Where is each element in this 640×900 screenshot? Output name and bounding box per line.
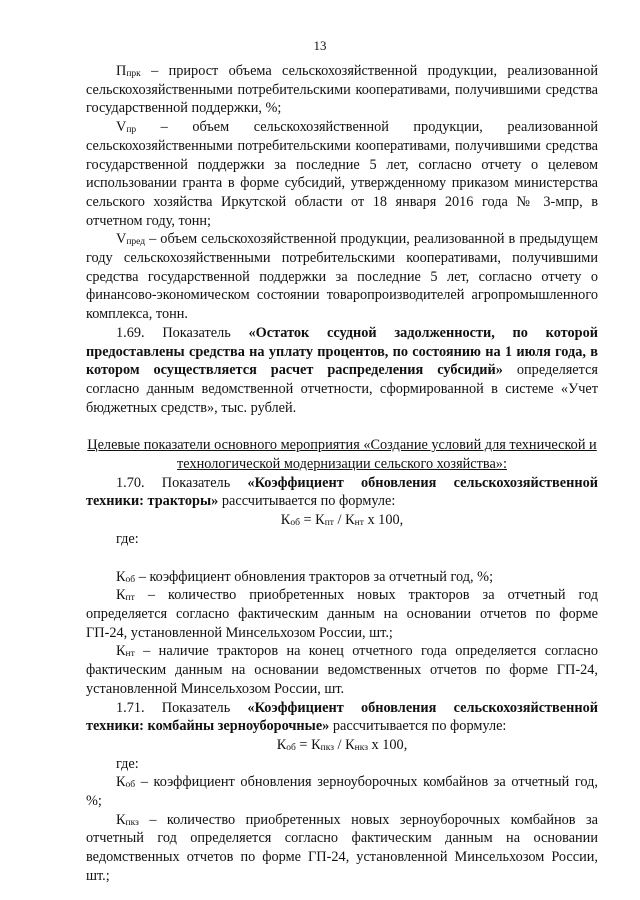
- indicator-name: «Коэффициент обновления сельскохозяйственной техники: тракторы»: [86, 474, 598, 510]
- paragraph-vpred-definition: [86, 230, 598, 324]
- symbol: К: [116, 774, 126, 791]
- paragraph-1-71: [86, 699, 598, 736]
- symbol-subscript: прк: [126, 69, 141, 79]
- symbol: К: [116, 643, 126, 660]
- paragraph-knt: [86, 642, 598, 698]
- formula-term: К: [276, 736, 287, 753]
- symbol-subscript: пт: [125, 593, 135, 604]
- symbol-subscript: пред: [126, 237, 146, 248]
- formula-operator: =: [299, 512, 316, 529]
- formula-term: К: [315, 512, 325, 529]
- formula-subscript: об: [286, 742, 296, 753]
- symbol-subscript: пр: [126, 125, 137, 136]
- formula-operator: /: [333, 736, 346, 753]
- formula-combines: [86, 736, 598, 755]
- spacer: [86, 417, 598, 436]
- definition-text: – коэффициент обновления зерноуборочных комбайнов за отчетный год, %;: [86, 774, 598, 810]
- item-lead: 1.70. Показатель: [116, 474, 248, 491]
- paragraph-1-69: [86, 324, 598, 418]
- definition-text: – объем сельскохозяйственной продукции, реализованной в предыдущем году сельскохозяйственными потребительскими кооперативами, получившими средства государственной поддержки за последние 5 лет, согласно отчету о финансово-экономическом состоянии товаропроизводителей агропромышленного комплекса, тонн.: [86, 231, 598, 323]
- symbol-subscript: об: [125, 574, 136, 585]
- paragraph-1-70: [86, 474, 598, 511]
- document-body: [86, 62, 598, 886]
- paragraph-pprk-definition: [86, 62, 598, 118]
- formula-term: К: [280, 512, 291, 529]
- formula-subscript: нкз: [354, 742, 368, 753]
- indicator-name: «Коэффициент обновления сельскохозяйственной техники: комбайны зерноуборочные»: [86, 699, 598, 735]
- where-label: где:: [116, 755, 139, 772]
- symbol: П: [116, 63, 127, 79]
- formula-subscript: пт: [324, 518, 334, 529]
- symbol: К: [116, 811, 126, 828]
- symbol: V: [116, 231, 127, 248]
- formula-term: К: [311, 736, 321, 753]
- symbol-subscript: об: [125, 780, 136, 791]
- formula-operator: /: [333, 512, 346, 529]
- formula-tail: х 100,: [367, 736, 408, 753]
- definition-text: – количество приобретенных новых тракторов за отчетный год определяется согласно фактическим данным на основании отчетов по форме ГП-24, установленной Минсельхозом России, шт.;: [86, 587, 598, 641]
- definition-text: – коэффициент обновления тракторов за отчетный год, %;: [135, 568, 494, 585]
- where-label: где:: [116, 530, 139, 547]
- formula-tractors: [86, 511, 598, 530]
- item-lead: 1.69. Показатель: [116, 324, 249, 341]
- paragraph-kob-tractors: [86, 568, 598, 587]
- symbol-subscript: пкз: [125, 817, 139, 828]
- page-number: 13: [313, 38, 327, 53]
- formula-subscript: об: [290, 518, 300, 529]
- formula-subscript: пкз: [320, 742, 334, 753]
- item-tail: рассчитывается по формуле:: [218, 493, 396, 510]
- formula-tail: х 100,: [363, 512, 404, 529]
- definition-text: – количество приобретенных новых зерноуборочных комбайнов за отчетный год определяется согласно фактическим данным на основании ведомственных отчетов по форме ГП-24, установленной Минсельхозом России, шт.;: [86, 811, 598, 884]
- paragraph-kob-combines: [86, 773, 598, 810]
- paragraph-kpt: [86, 586, 598, 642]
- formula-term: К: [345, 512, 355, 529]
- spacer: [86, 549, 598, 568]
- item-tail: рассчитывается по формуле:: [329, 718, 507, 735]
- indicator-name: «Остаток ссудной задолженности, по которой предоставлены средства на уплату процентов, по состоянию на 1 июля года, в котором осуществляется расчет распределения субсидий»: [86, 324, 598, 379]
- formula-subscript: нт: [354, 518, 364, 529]
- paragraph-vpr-definition: [86, 118, 598, 230]
- symbol-subscript: нт: [125, 649, 135, 660]
- symbol: К: [116, 587, 126, 604]
- symbol: V: [116, 119, 127, 136]
- item-lead: 1.71. Показатель: [116, 699, 248, 716]
- symbol: К: [116, 568, 126, 585]
- item-tail: определяется согласно данным ведомственной отчетности, сформированной в системе «Учет бюджетных средств», тыс. рублей.: [86, 362, 598, 416]
- formula-operator: =: [295, 736, 312, 753]
- definition-text: – наличие тракторов на конец отчетного года определяется согласно фактическим данным на основании ведомственных отчетов по форме ГП-24, установленной Минсельхозом России, шт.: [86, 643, 598, 697]
- formula-term: К: [345, 736, 355, 753]
- definition-text: – объем сельскохозяйственной продукции, реализованной сельскохозяйственными потребительскими кооперативами, получившими средства государственной поддержки за последние 5 лет, согласно отчету о целевом использовании гранта в форме субсидий, утвержденному приказом министерства сельского хозяйства Иркутской области от 18 января 2016 года № 3-мпр, в отчетном году, тонн;: [86, 119, 598, 229]
- paragraph-kpkz: [86, 811, 598, 886]
- definition-text: – прирост объема сельскохозяйственной продукции, реализованной сельскохозяйственными потребительскими кооперативами, получившими средства государственной поддержки, %;: [86, 63, 598, 117]
- section-heading: Целевые показатели основного мероприятия «Создание условий для технической и технологической модернизации сельского хозяйства»:: [87, 437, 597, 473]
